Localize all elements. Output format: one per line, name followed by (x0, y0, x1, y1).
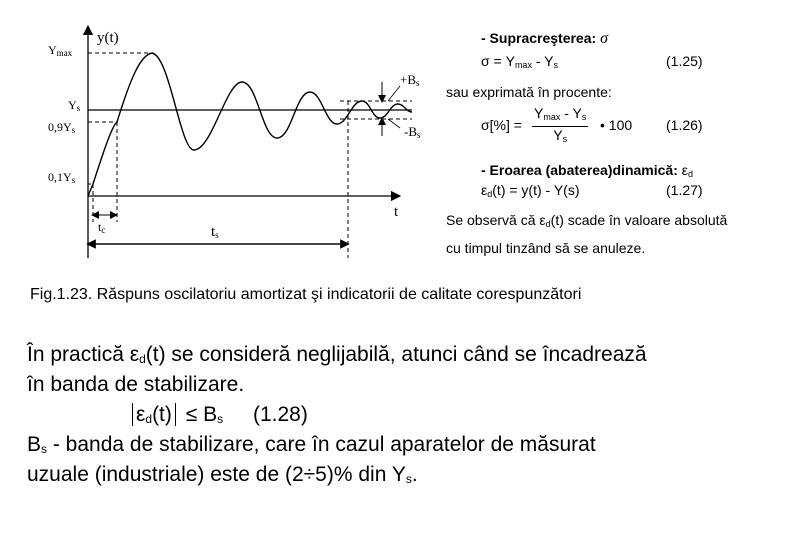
body-line-5: uzuale (industriale) este de (2÷5)% din $Y_s$. (27, 463, 418, 486)
figure-caption: Fig.1.23. Răspuns oscilatoriu amortizat şi indicatorii de calitate corespunzători (30, 286, 582, 303)
overshoot-heading: - Supracreşterea: σ (481, 30, 608, 47)
minus-bs-label: $-B_s$ (404, 124, 421, 140)
eq-1-26-fraction: $\frac{Y_{max} - Y_s}{Y_s}$ (534, 105, 587, 144)
percent-heading: sau exprimată în procente: (446, 84, 612, 100)
dynamic-error-heading: - Eroarea (abaterea)dinamică: $\varepsilon_d$ (481, 162, 694, 179)
response-curve (88, 53, 412, 196)
plus-bs-label: $+B_s$ (400, 72, 420, 88)
eq-1-25: $\sigma = Y_{max} - Y_s$ (481, 53, 558, 70)
tc-label: $t_c$ (98, 220, 106, 235)
eq-1-27: $\varepsilon_d(t) = y(t) - Y(s)$ (481, 182, 580, 199)
t-axis-label: t (394, 204, 399, 220)
note-line-2: cu timpul tinzând să se anuleze. (446, 240, 646, 256)
note-line-1: Se observă că $\varepsilon_d(t)$ scade în valoare absolută (446, 212, 728, 229)
plus-bs-pointer (388, 86, 400, 101)
body-line-1: În practică $\varepsilon_d(t)$ se consideră neglijabilă, atunci când se încadrează (27, 343, 647, 366)
y09-label: $0,9Y_s$ (48, 120, 76, 135)
body-line-4: $B_s$ - banda de stabilizare, care în cazul aparatelor de măsurat (27, 433, 596, 456)
eq-1-27-number: (1.27) (666, 182, 703, 198)
body-line-2: în banda de stabilizare. (27, 373, 245, 396)
body-equation-1-28: $\varepsilon_d(t) \le B_s$ (1.28) (132, 400, 308, 434)
ys-label: $Y_s$ (68, 98, 81, 113)
eq-1-25-number: (1.25) (666, 53, 703, 69)
y01-label: $0,1Y_s$ (48, 170, 76, 185)
response-plot (0, 0, 440, 270)
y-axis-label: y(t) (97, 30, 119, 46)
ymax-label: $Y_{max}$ (48, 43, 73, 58)
eq-1-26-number: (1.26) (666, 117, 703, 133)
ts-label: $t_s$ (211, 224, 219, 240)
eq-1-26-multiplier: • 100 (600, 117, 633, 133)
eq-1-26-lhs: σ[%] = (481, 117, 522, 133)
minus-bs-pointer (388, 119, 400, 128)
